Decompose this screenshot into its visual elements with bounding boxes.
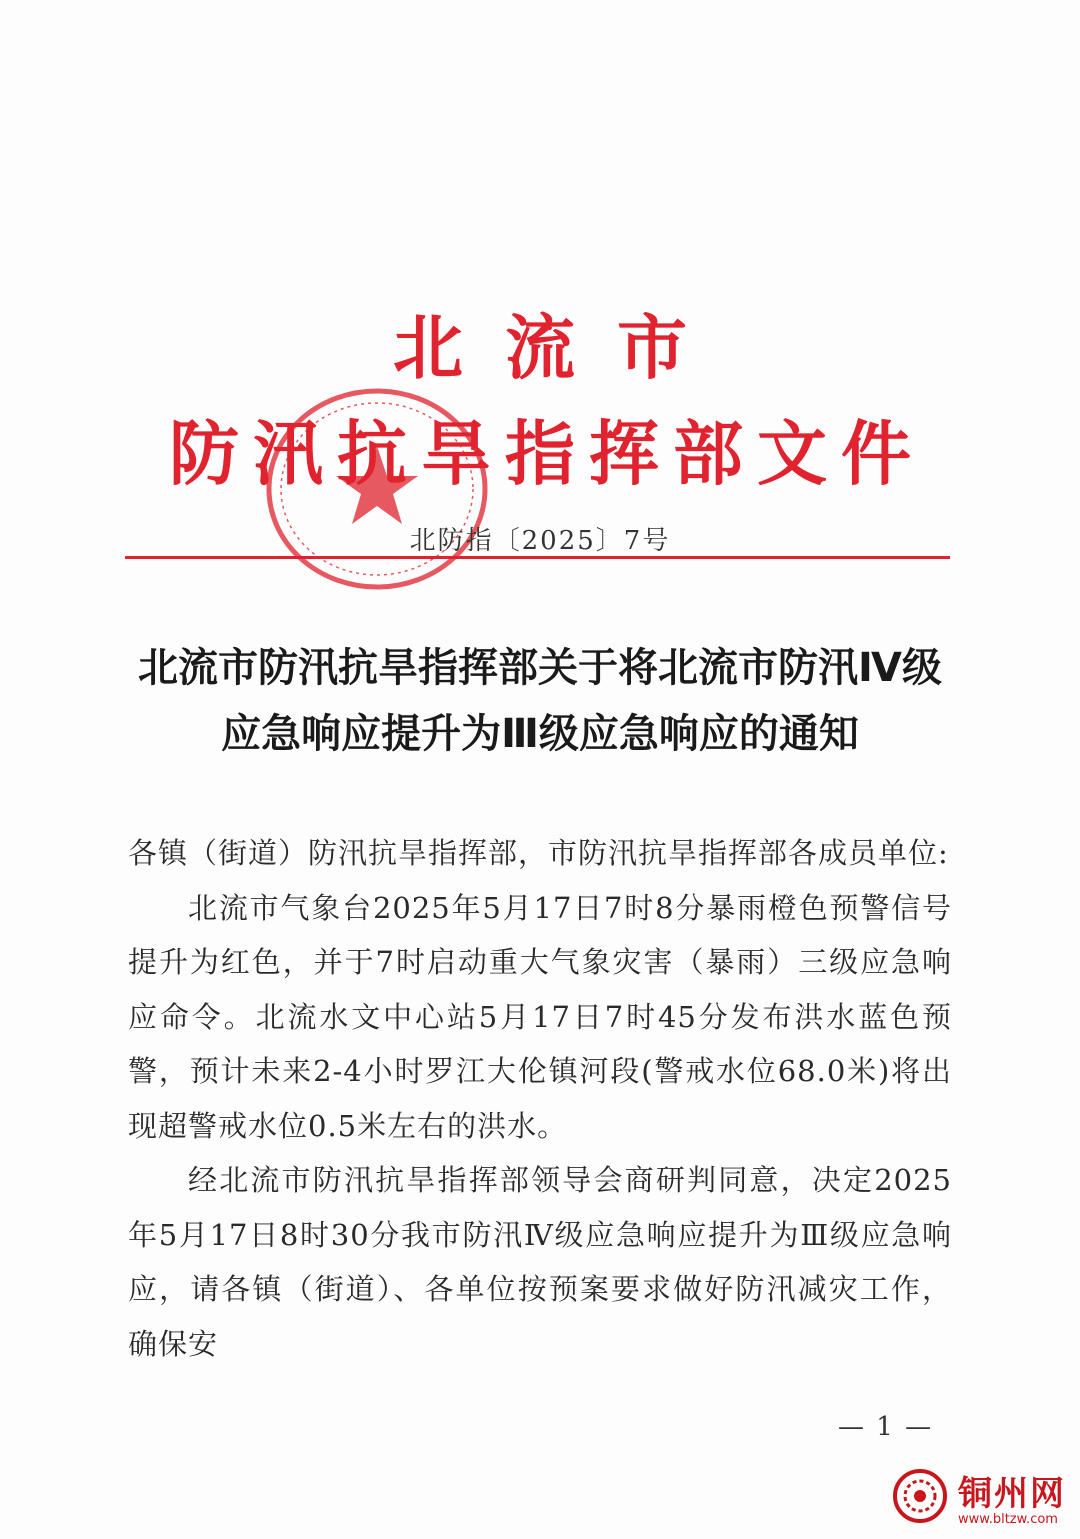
issuing-org-city: 北流市 (393, 307, 729, 389)
page-number: — 1 — (838, 1412, 934, 1442)
document-title-line1: 北流市防汛抗旱指挥部关于将北流市防汛Ⅳ级 (138, 645, 942, 691)
issuing-org-name: 防汛抗旱指挥部文件 (169, 413, 925, 495)
document-body (128, 826, 952, 1371)
body-paragraph: 经北流市防汛抗旱指挥部领导会商研判同意，决定2025年5月17日8时30分我市防汛Ⅳ级应急响应提升为Ⅲ级应急响应，请各镇（街道）、各单位按预案要求做好防汛减灾工作，确保安 (128, 1163, 952, 1361)
site-logo-icon (892, 1468, 948, 1524)
document-number: 北防指〔2025〕7号 (409, 526, 671, 556)
site-watermark (888, 1466, 1068, 1532)
body-paragraph: 北流市气象台2025年5月17日7时8分暴雨橙色预警信号提升为红色，并于7时启动重大气象灾害（暴雨）三级应急响应命令。北流水文中心站5月17日7时45分发布洪水蓝色预警，预计未来2-4小时罗江大伦镇河段(警戒水位68.0米)将出现超警戒水位0.5米左右的洪水。 (128, 890, 952, 1143)
document-title-line2: 应急响应提升为Ⅲ级应急响应的通知 (221, 711, 859, 757)
header-divider (125, 556, 950, 559)
salutation: 各镇（街道）防汛抗旱指挥部，市防汛抗旱指挥部各成员单位: (128, 836, 949, 870)
site-url: www.bltzw.com (958, 1512, 1058, 1527)
site-name: 铜州网 (958, 1474, 1066, 1514)
